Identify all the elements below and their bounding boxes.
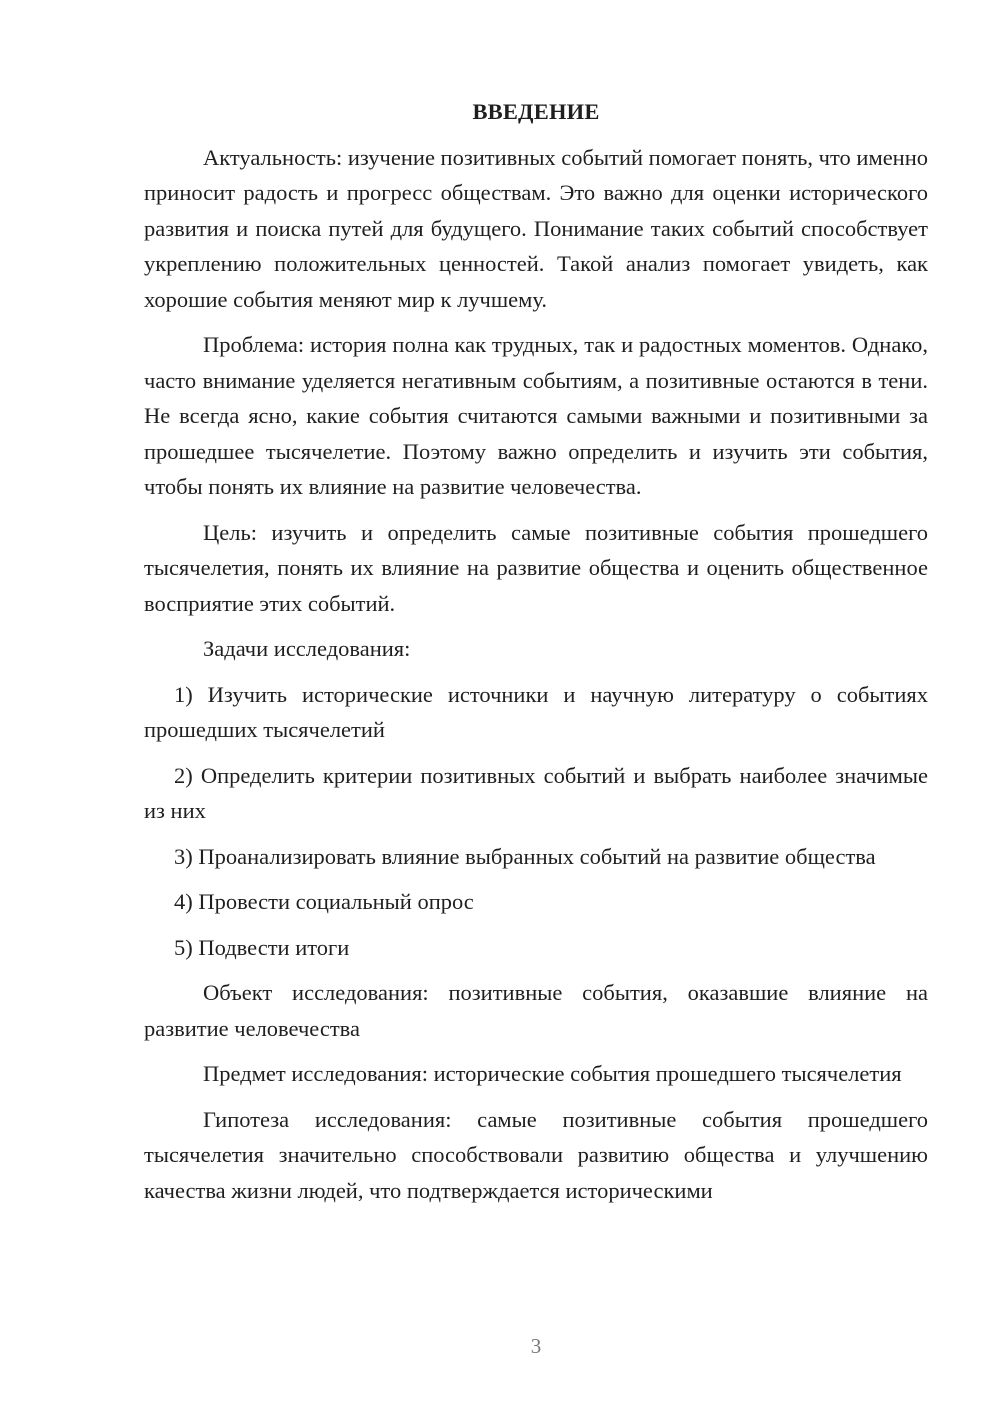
page-content — [144, 94, 928, 1218]
task-item-1: 1) Изучить исторические источники и научную литературу о событиях прошедших тысячелетий — [144, 681, 928, 742]
subject-paragraph: Предмет исследования: исторические события прошедшего тысячелетия — [203, 1061, 902, 1086]
tasks-heading: Задачи исследования: — [203, 636, 411, 661]
task-item-4: 4) Провести социальный опрос — [174, 889, 474, 914]
object-paragraph: Объект исследования: позитивные события, оказавшие влияние на развитие человечества — [144, 980, 928, 1041]
page-number: 3 — [530, 1334, 542, 1358]
task-item-3: 3) Проанализировать влияние выбранных событий на развитие общества — [174, 843, 876, 869]
problem-paragraph: Проблема: история полна как трудных, так и радостных моментов. Однако, часто внимание уделяется негативным событиям, а позитивные остаются в тени. Не всегда ясно, какие события считаются самыми важными и позитивными за прошедшее тысячелетие. Поэтому важно определить и изучить эти события, чтобы понять их влияние на развитие человечества. — [144, 332, 928, 499]
hypothesis-paragraph: Гипотеза исследования: самые позитивные события прошедшего тысячелетия значительно способствовали развитию общества и улучшению качества жизни людей, что подтверждается историческими — [144, 1106, 928, 1203]
goal-paragraph: Цель: изучить и определить самые позитивные события прошедшего тысячелетия, понять их влияние на развитие общества и оценить общественное восприятие этих событий. — [144, 519, 928, 616]
relevance-paragraph: Актуальность: изучение позитивных событий помогает понять, что именно приносит радость и прогресс обществам. Это важно для оценки исторического развития и поиска путей для будущего. Понимание таких событий способствует укреплению положительных ценностей. Такой анализ помогает увидеть, как хорошие события меняют мир к лучшему. — [144, 144, 929, 312]
section-title: ВВЕДЕНИЕ — [472, 99, 600, 124]
task-item-2: 2) Определить критерии позитивных событий и выбрать наиболее значимые из них — [144, 762, 928, 823]
task-item-5: 5) Подвести итоги — [174, 934, 350, 960]
